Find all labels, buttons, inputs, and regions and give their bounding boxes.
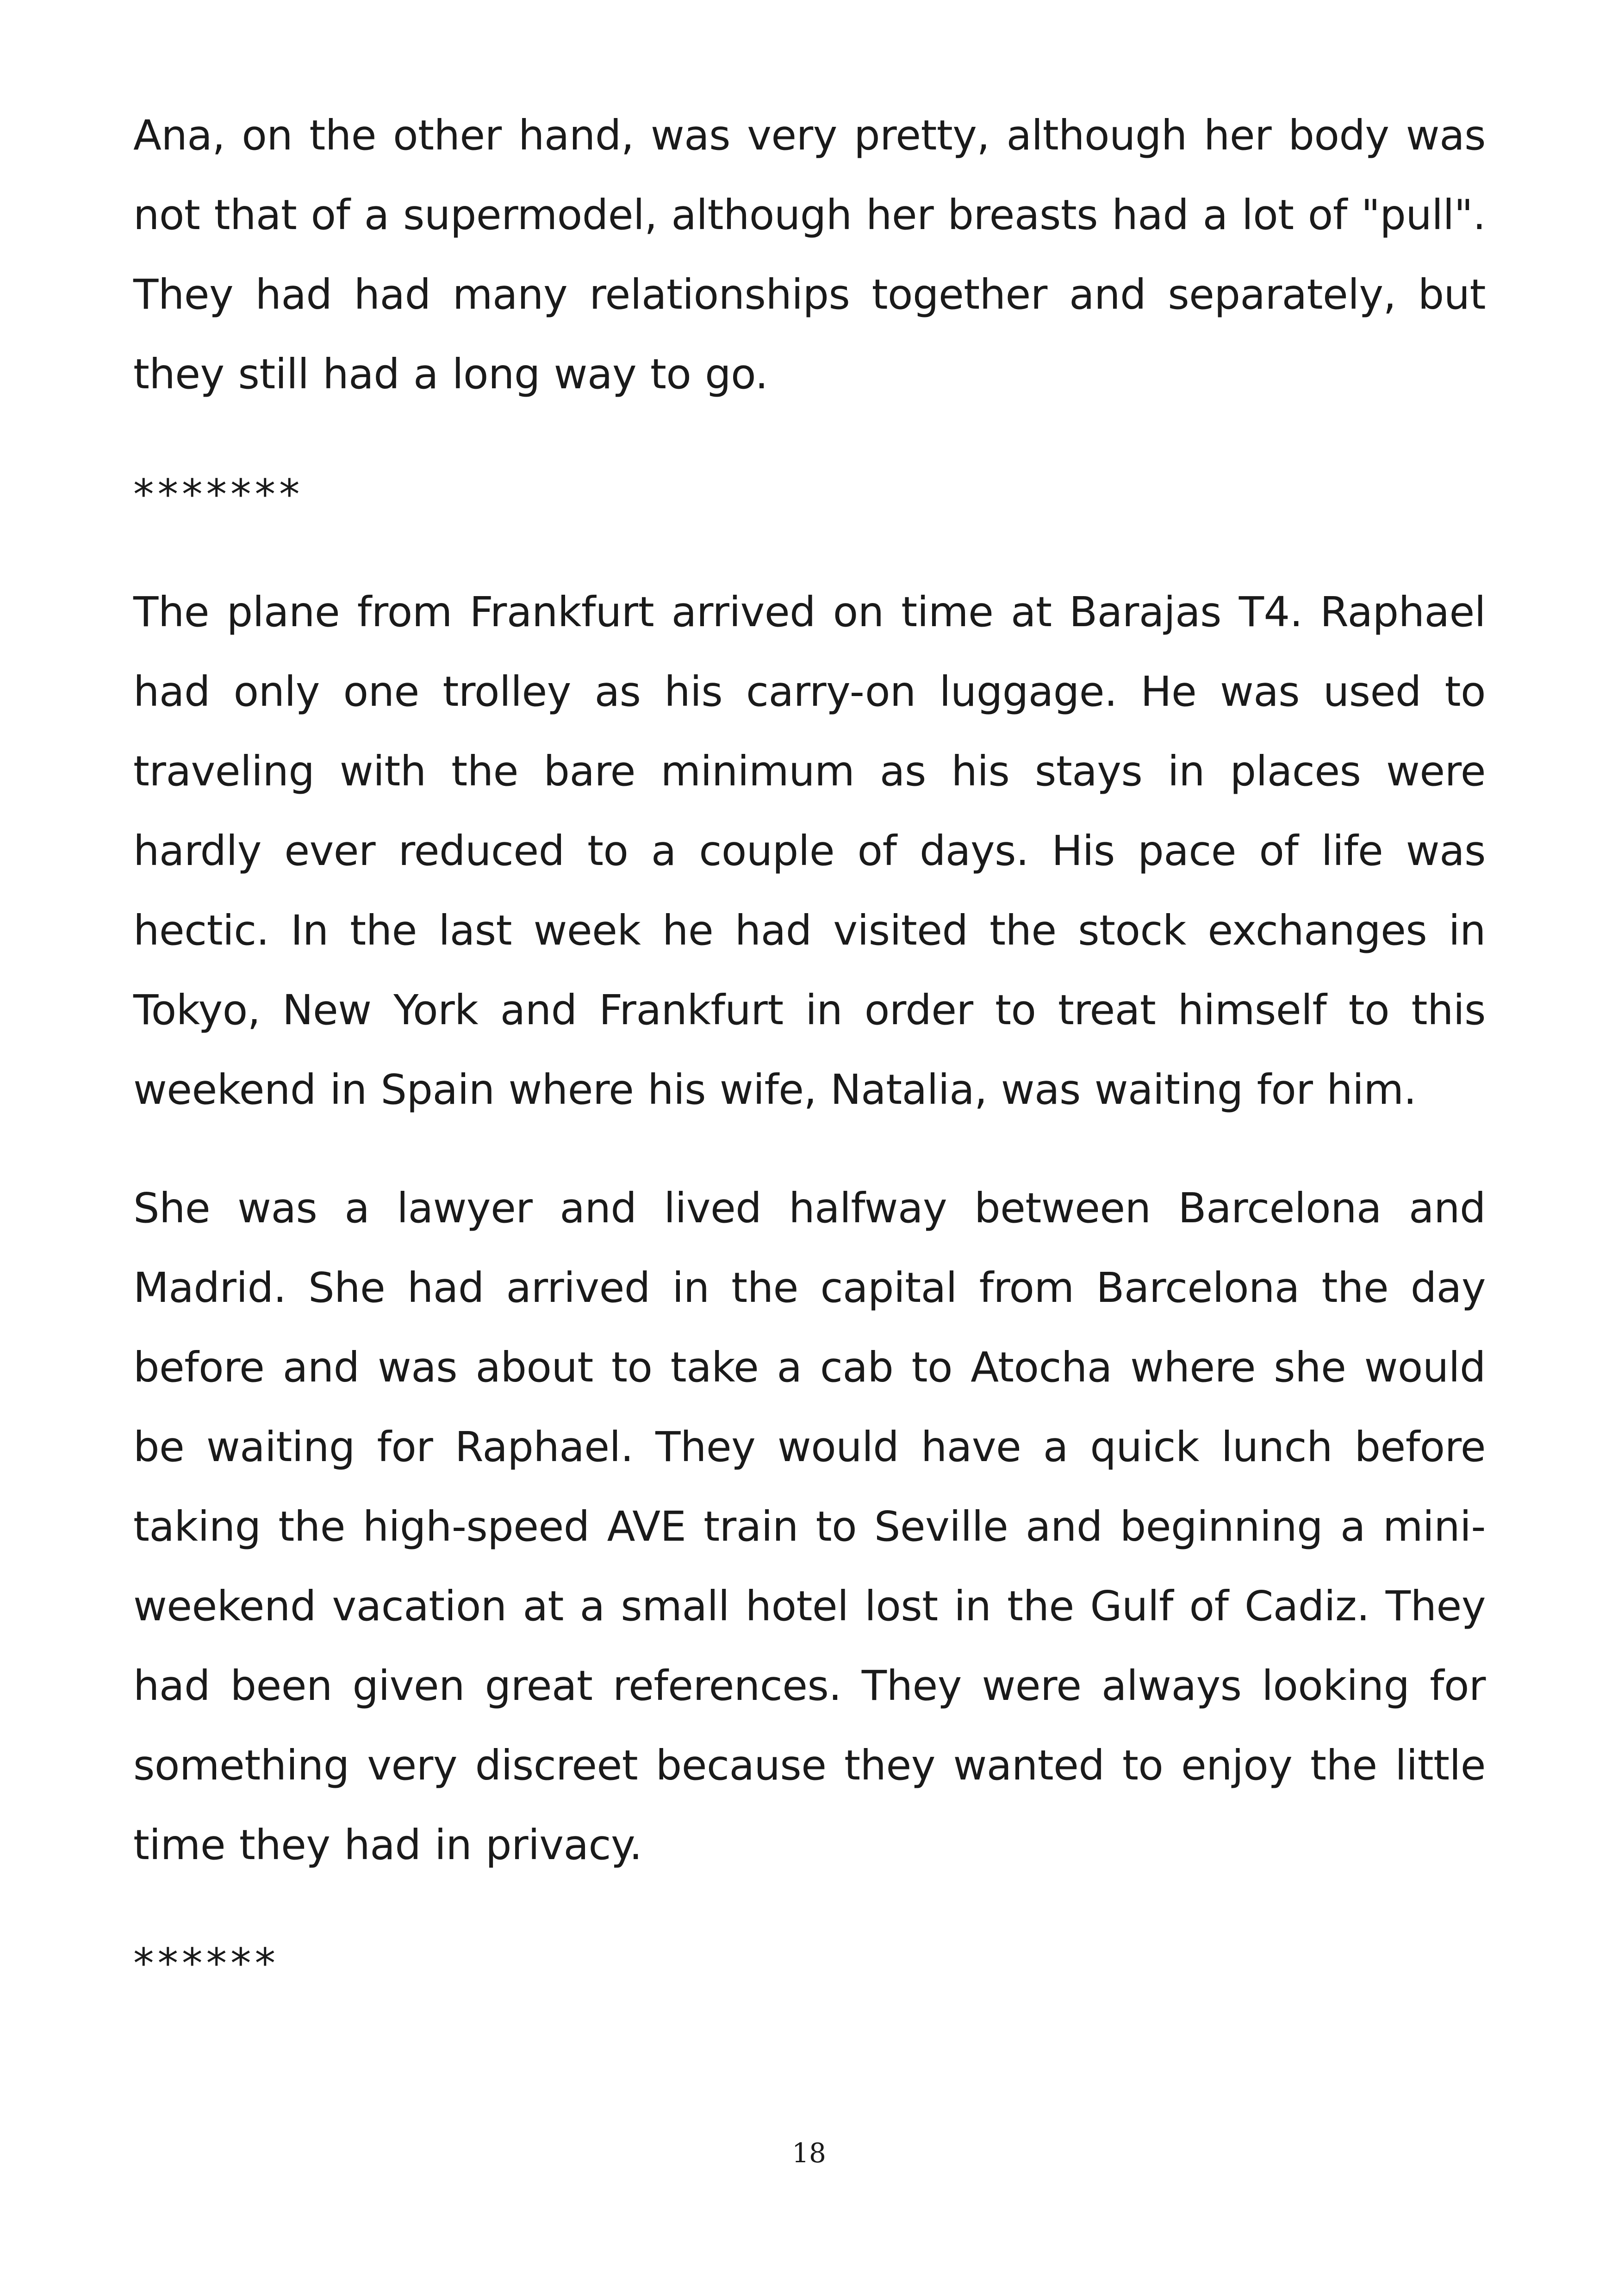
section-separator-2: ****** xyxy=(133,1939,279,1987)
paragraph-ana: Ana, on the other hand, was very pretty, although her body was not that of a supermodel, although her breasts had a lot of "pull". They had had many relationships together and separately, but they still had a long way to go. xyxy=(133,111,1486,398)
paragraph-natalia: She was a lawyer and lived halfway between Barcelona and Madrid. She had arrived in the capital from Barcelona the day before and was about to take a cab to Atocha where she would be waiting for Raphael. They would have a quick lunch before taking the high-speed AVE train to Seville and beginning a mini-weekend vacation at a small hotel lost in the Gulf of Cadiz. They had been given great references. They were always looking for something very discreet because they wanted to enjoy the little time they had in privacy. xyxy=(133,1184,1486,1869)
paragraph-plane-arrival: The plane from Frankfurt arrived on time at Barajas T4. Raphael had only one trolley as his carry-on luggage. He was used to traveling with the bare minimum as his stays in places were hardly ever reduced to a couple of days. His pace of life was hectic. In the last week he had visited the stock exchanges in Tokyo, New York and Frankfurt in order to treat himself to this weekend in Spain where his wife, Natalia, was waiting for him. xyxy=(133,588,1486,1114)
page-number: 18 xyxy=(792,2137,826,2169)
section-separator-1: ******* xyxy=(133,470,304,518)
